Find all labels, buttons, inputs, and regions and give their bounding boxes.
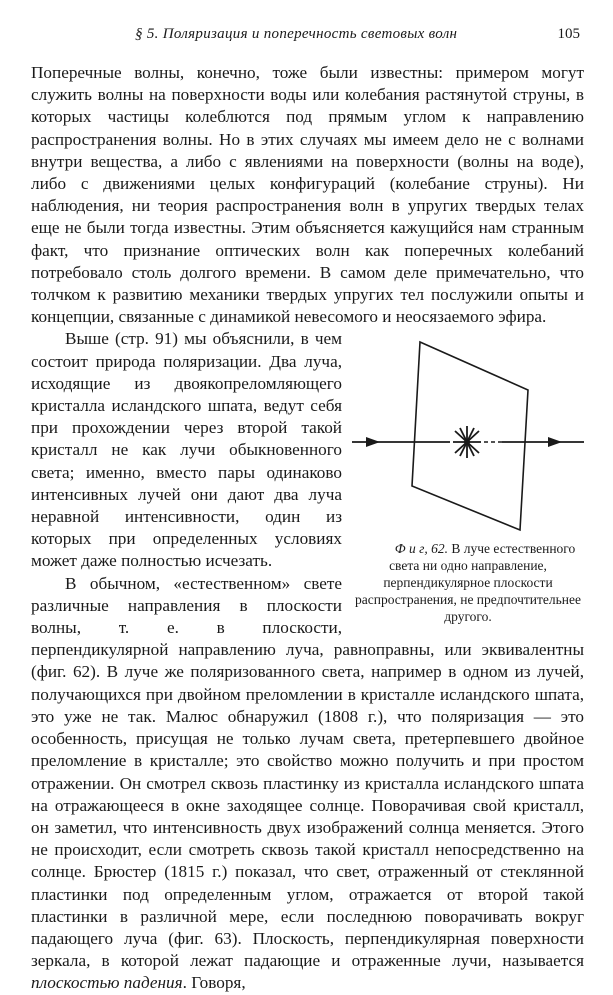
polarization-diagram <box>352 334 584 532</box>
paragraph-1: Поперечные волны, конечно, тоже были известны: примером могут служить волны на поверхности воды или колебания растянутой струны, в которых частицы колеблются под прямым углом к направлению распространения волны. Но в этих случаях мы имеем дело не с волнами внутри вещества, а либо с явлениями на поверхности (волны на воде), либо с движениями целых конфигураций (колебание струны). Ни наблюдения, ни теория распространения волн в упругих твердых телах еще не были тогда известны. Этим объясняется кажущийся нам странным факт, что признание оптических волн как поперечных колебаний потребовало столь долгого времени. В самом деле примечательно, что толчком к развитию механики твердых упругих тел послужили опыты и концепции, связанные с динамикой невесомого и неосязаемого эфира. <box>31 63 584 327</box>
section-title: § 5. Поляризация и поперечность световых волн <box>135 26 458 42</box>
figure-62 <box>352 334 584 625</box>
paragraph-2 <box>31 328 584 625</box>
paragraph-3-end: . Говоря, <box>182 973 246 993</box>
figure-caption <box>352 540 584 625</box>
body-text <box>31 62 584 995</box>
running-header <box>135 26 580 48</box>
ray-center-dot <box>464 439 470 445</box>
term-plane-of-incidence: плоскостью падения <box>31 973 183 993</box>
paragraph-3 <box>31 573 584 995</box>
page-number: 105 <box>557 26 580 42</box>
paragraph-2-text: Выше (стр. 91) мы объяснили, в чем состоит природа поляризации. Два луча, исходящие из двоякопреломляющего кристалла исландского шпата, ведут себя при прохождении через второй такой кристалл не как лучи обыкновенного света; именно, вместо пары одинаково интенсивных лучей они дают два луча неравной интенсивности, один из которых при определенных условиях может даже полностью исчезать. <box>31 329 342 571</box>
paragraph-3-text: В обычном, «естественном» свете различные направления в плоскости волны, т. е. в плоскости, перпендикулярной направлению луча, равноправны, или эквивалентны (фиг. 62). В луче же поляризованного света, например в одном из лучей, получающихся при двойном преломлении в кристалле исландского шпата, это уже не так. Малюс обнаружил (1808 г.), что поляризация — это особенность, присущая не только лучам света, претерпевшего двойное преломление в кристалле; это свойство можно получить и при простом отражении. Он смотрел сквозь пластинку из кристалла исландского шпата на отражающееся в окне заходящее солнце. Поворачивая свой кристалл, он заметил, что интенсивность двух изображений солнца меняется. Этого не происходит, если смотреть сквозь такой кристалл непосредственно на солнце. Брюстер (1815 г.) показал, что свет, отраженный от стеклянной пластинки под определенным углом, отражается от второй такой пластинки в различной мере, если последнюю поворачивать вокруг падающего луча (фиг. 63). Плоскость, перпендикулярная поверхности зеркала, в которой лежат падающие и отраженные лучи, называется <box>31 573 584 971</box>
ray-arrow-left <box>366 437 380 447</box>
caption-label: Ф и г, 62. <box>394 541 448 557</box>
caption-text: В луче естественного света ни одно направление, перпендикулярное плоскости распространения, не предпочтительнее другого. <box>355 541 581 625</box>
ray-arrow-right <box>548 437 562 447</box>
